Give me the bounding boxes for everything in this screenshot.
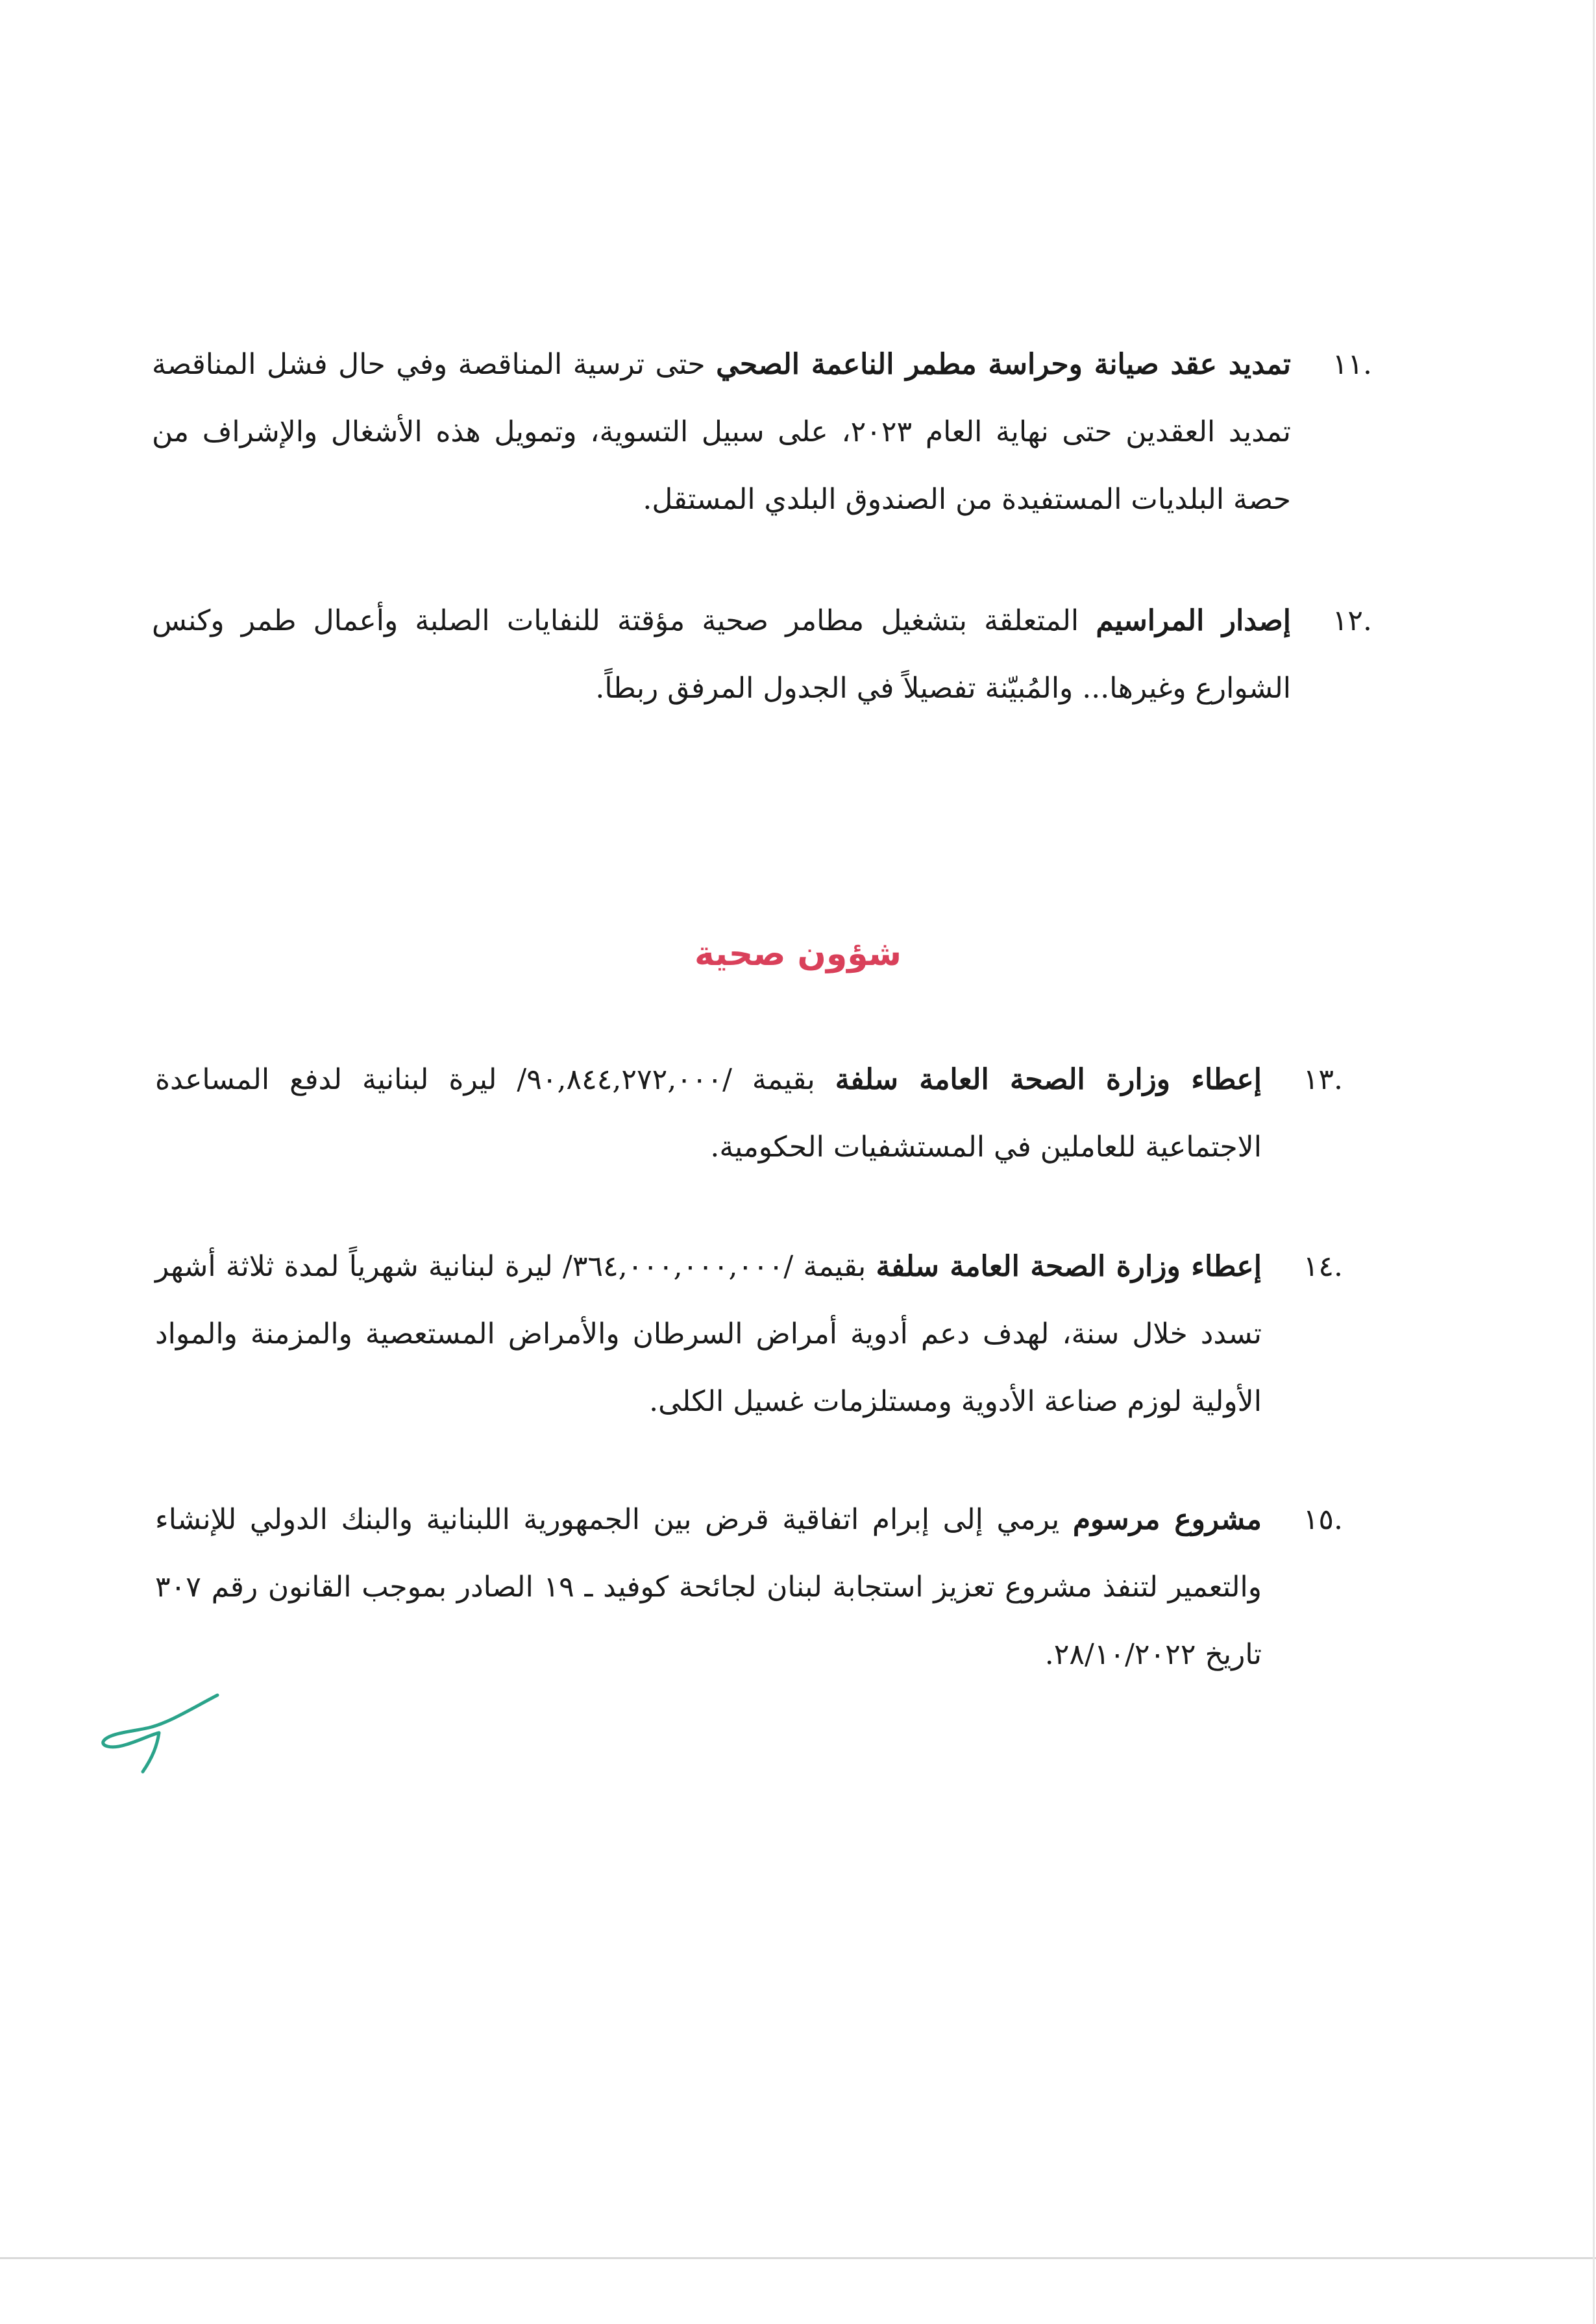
item-body: بقيمة /٩٠,٨٤٤,٢٧٢,٠٠٠/ ليرة لبنانية لدفع المساعدة الاجتماعية للعاملين في المستشفيات الحكومية. — [155, 1063, 1262, 1164]
agenda-item-15 — [155, 1486, 1343, 1689]
agenda-item-13 — [155, 1046, 1343, 1181]
scan-right-edge — [1593, 0, 1595, 2324]
agenda-item-12 — [152, 587, 1372, 722]
agenda-item-11 — [152, 331, 1372, 533]
item-heading: إعطاء وزارة الصحة العامة سلفة — [876, 1250, 1262, 1283]
item-heading: تمديد عقد صيانة وحراسة مطمر الناعمة الصحي — [716, 348, 1292, 381]
item-body: يرمي إلى إبرام اتفاقية قرض بين الجمهورية اللبنانية والبنك الدولي للإنشاء والتعمير لتنفذ مشروع تعزيز استجابة لبنان لجائحة كوفيد ـ ١٩ الصادر بموجب القانون رقم ٣٠٧ تاريخ ٢٨/١٠/٢٠٢٢. — [155, 1503, 1262, 1671]
handwritten-signature — [97, 1687, 234, 1778]
item-number: .١٢ — [1332, 604, 1372, 637]
item-heading: مشروع مرسوم — [1072, 1503, 1262, 1536]
item-heading: إصدار المراسيم — [1096, 604, 1291, 637]
scan-edge-line — [0, 2257, 1596, 2259]
section-title: شؤون صحية — [694, 935, 902, 973]
item-number: .١٥ — [1303, 1503, 1343, 1536]
item-number: .١١ — [1332, 348, 1372, 381]
item-number: .١٤ — [1303, 1250, 1343, 1283]
item-heading: إعطاء وزارة الصحة العامة سلفة — [835, 1063, 1262, 1096]
item-body: بقيمة /٣٦٤,٠٠٠,٠٠٠,٠٠٠/ ليرة لبنانية شهرياً لمدة ثلاثة أشهر تسدد خلال سنة، لهدف دعم أدوية أمراض السرطان والأمراض المستعصية والمزمنة والمواد الأولية لوزم صناعة الأدوية ومستلزمات غسيل الكلى. — [155, 1250, 1262, 1418]
item-number: .١٣ — [1303, 1063, 1343, 1096]
agenda-item-14 — [155, 1233, 1343, 1436]
item-body: المتعلقة بتشغيل مطامر صحية مؤقتة للنفايات الصلبة وأعمال طمر وكنس الشوارع وغيرها... والمُبيّنة تفصيلاً في الجدول المرفق ربطاً. — [152, 604, 1291, 705]
item-body: حتى ترسية المناقصة وفي حال فشل المناقصة تمديد العقدين حتى نهاية العام ٢٠٢٣، على سبيل التسوية، وتمويل هذه الأشغال والإشراف من حصة البلديات المستفيدة من الصندوق البلدي المستقل. — [152, 348, 1291, 516]
